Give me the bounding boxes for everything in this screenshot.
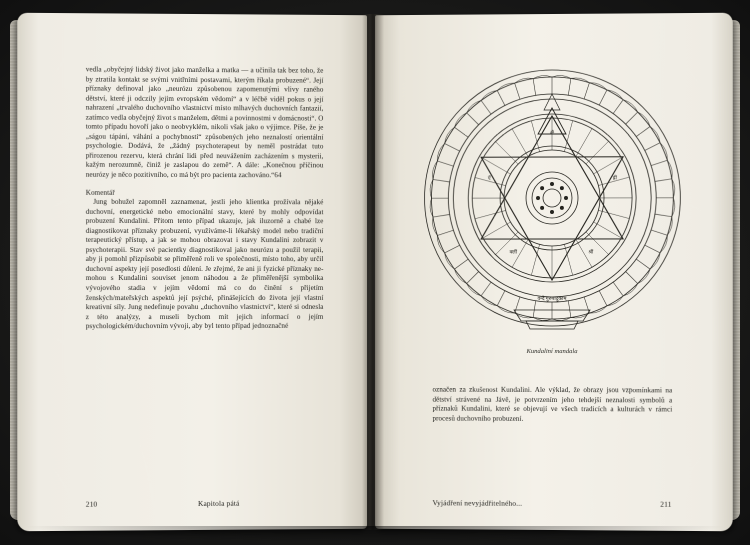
- body-paragraph: Jung bohužel zapomněl zaznamenat, jestli jeho klientka prožívala nějaké duchovní, energetické nebo emocionální stavy, které by mohly odpovídat probuzení Kundalini. Přitom tento případ ukazuje, jak iluzorně a chabé lze diagnostikovat příznaky probuzení, využíváme-li lékařský model nebo tradiční terapeutický přístup, a jak se mohou obrazovat i stavy Kundalini zobrazit v psychoterapii. Stav své pacientky diagnostikoval jako neurózu a použil terapii, aby ji pomohl přizpůsobit se přiměřeně roli ve společnosti, místo toho, aby určil duchovní aspekty její posedlosti důlení. Je zřejmé, že ani ji fyzické příznaky nemohou s Kundalini souviset jenom náhodou a že přiměřenější symbolika vývojového stadia v jejím vědomí má co do činění s přijetím ženských/mateřských aspektů její psýché, přinášejících do života její vlastní kreativní síly. Jung nedefinuje povahu „duchovního vlastnictví“, které si odnesla z této analýzy, a museli bychom mít jejich informací o jejím psychologickém/duchovním vývoji, aby byl tento případ jednoznačné: [85, 197, 324, 331]
- running-head-right: Vyjádření nevyjádřitelného...: [432, 498, 523, 508]
- page-number-right: 211: [660, 499, 672, 509]
- body-paragraph: označen za zkušenost Kundalini. Ale výklad, že obrazy jsou vzpomínkami na dětství strávené na Jávě, je potvrzením jeho tehdejší neznalosti symbolů a příznaků Kundalini, které se objevují ve všech tradicích a kulturách v rámci procesů duchovního probuzení.: [432, 385, 673, 423]
- body-paragraph: vedla „obyčejný lidský život jako manželka a matka — a učinila tak bez toho, že by ztratila kontakt se svými vnitřními postavami, kterým říkala probuzené“. Její příznaky definoval jako „neurózu způsobenou zapomenutými vlivy raného dětství, které ji odczily jejím evropském vědomí“ a v léčbě viděl pokus o její nahrazení „trvalého duchovního vlastnictví místo mlhavých duchovních fantazií, zatímco vedla obyčejný život s manželem, dětmi a povinnostmi v domácnosti“. O tomto případu hovoří jako o neobvyklém, nikoli však jako o výjimce. Píše, že je „ságou tápání, váhání a pochybností“ způsobených jeho neznalostí orientální psychologie. Dodává, že „žádný psychoterapeut by neměl postrádat tuto přirozenou rezervu, která chrání lidi před neuvážením zacházením s mysterii, kažým nerozumně, činiž je zaslapou do země“. A dále: „Konečnou příčinou neurózy je něco pozitivního, co má být pro pacienta zachováno.“64: [85, 65, 324, 180]
- figure-caption: Kundaliní mandala: [526, 347, 578, 356]
- left-page-text-column: [86, 65, 324, 332]
- page-number-left: 210: [85, 499, 98, 509]
- mandala-seed-glyph: ऐं: [487, 176, 491, 182]
- right-page-text-column: [432, 386, 672, 425]
- mandala-seed-glyph: श्रीं: [588, 250, 594, 256]
- running-head-left: Kapitola pátá: [197, 498, 240, 508]
- right-page: [375, 13, 733, 532]
- comment-heading: Komentář: [85, 188, 115, 197]
- mandala-seed-glyph: क्लीं: [509, 250, 517, 256]
- kundalini-mandala-figure: [419, 47, 687, 348]
- mandala-footer-script: वन्दे गुरुपादुकाम्: [537, 296, 567, 303]
- left-page: [17, 13, 367, 531]
- open-book: [18, 14, 732, 530]
- mandala-seed-glyph: ॐ: [549, 130, 555, 137]
- mandala-seed-glyph: ह्रीं: [612, 176, 617, 182]
- mandala-illustration: [419, 47, 687, 348]
